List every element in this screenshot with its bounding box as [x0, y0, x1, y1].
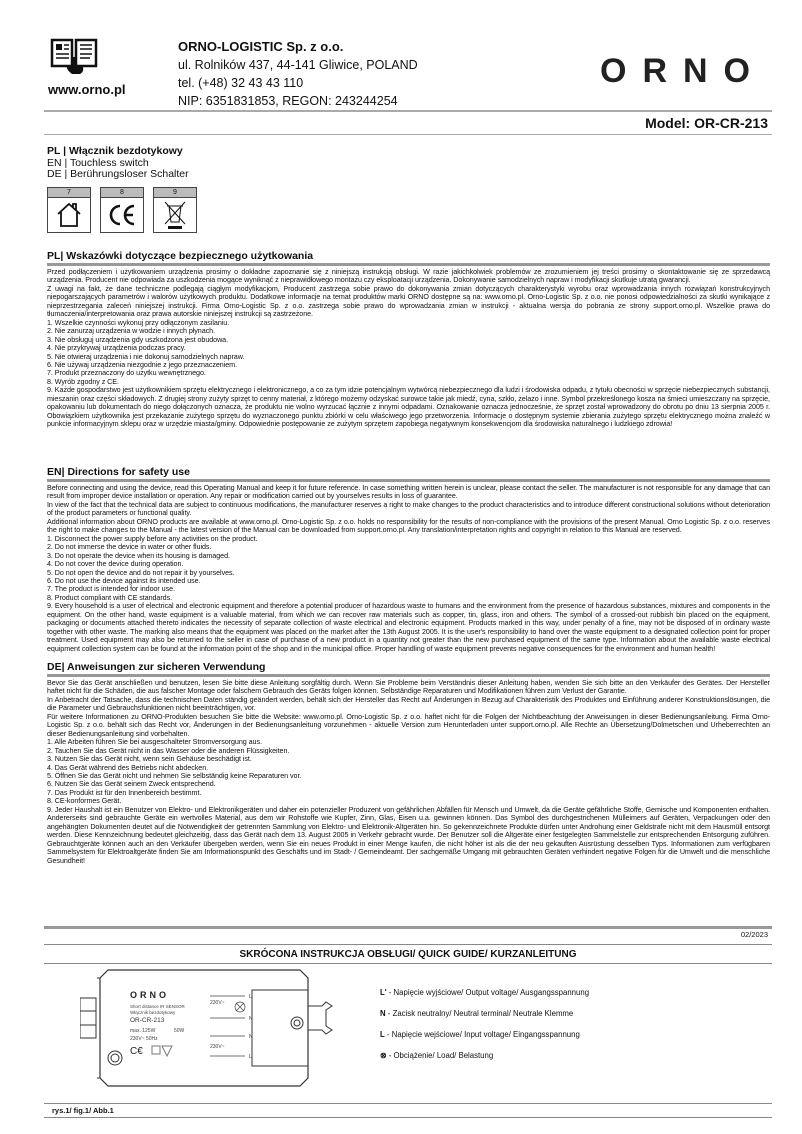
- section-en: [47, 466, 770, 653]
- model-label: Model: OR-CR-213: [645, 115, 768, 131]
- divider: [44, 134, 772, 135]
- paragraph: 8. Wyrób zgodny z CE.: [47, 377, 119, 386]
- paragraph: Bevor Sie das Gerät anschließen und benutzen, lesen Sie bitte diese Anleitung sorgfältig durch. Wenn Sie Probleme beim Verständnis dieser Anleitung haben, wenden Sie sich bitte an den Verkäufer des Gerätes. Der Hersteller haftet nicht für die Schäden, die aus falscher Montage oder falschem Gebrauch des Geräts folgen können. Selbständige Reparaturen und Modifikationen führen zum Verlust der Garantie.: [47, 679, 770, 696]
- symbol-box: [153, 187, 197, 233]
- legend-text: - Zacisk neutralny/ Neutral terminal/ Neutrale Klemme: [385, 1009, 574, 1018]
- paragraph: 5. Nie otwieraj urządzenia i nie dokonuj samodzielnych napraw.: [47, 352, 245, 361]
- manual-book-icon: [50, 36, 98, 79]
- device-supply: 230V~ 50Hz: [130, 1036, 158, 1042]
- section-heading: EN| Directions for safety use: [47, 466, 770, 482]
- title-pl: PL | Włącznik bezdotykowy: [47, 145, 183, 157]
- device-model: OR-CR-213: [130, 1017, 165, 1024]
- legend-text: - Napięcie wejściowe/ Input voltage/ Eingangsspannung: [384, 1030, 580, 1039]
- terminal-label: N: [249, 1034, 253, 1040]
- paragraph: 9. Every household is a user of electrical and electronic equipment and therefore a potential producer of hazardous waste to humans and the environment from the presence of hazardous substances, mixtures and components in the equipment. On the other hand, waste equipment is a valuable material, from which we can recover raw materials such as copper, tin, glass, iron and others. The symbol of a crossed-out rubbish bin placed on the equipment, packaging or documents attached thereto indicates the necessity of separate collection of waste electrical and electronic equipment. Products marked in this way, under penalty of a fine, may not be disposed of in ordinary waste together with other waste. The marking also means that the equipment was placed on the market after the 13th August 2005. It is the user's responsibility to hand over the waste equipment to a designated collection point for proper treatment. Used equipment may also be returned to the seller in case of purchase of a new product in a quantity not greater than the new purchased equipment of the same type. Information about the available waste electrical equipment collection system can be found at the information point of the shop and in the municipal office. Proper handling of waste equipment prevents negative consequences for the environment and human health!: [47, 602, 770, 653]
- symbol-icons: [47, 187, 197, 233]
- paragraph: In Anbetracht der Tatsache, dass die technischen Daten ständig geändert werden, behält sich der Hersteller das Recht auf Änderungen in Bezug auf Charakteristik des Produktes und Einführung anderer Konstruktionslösungen, die die Parameter und Gebrauchsfunktionen nicht beeinträchtigen, vor.: [47, 695, 770, 713]
- symbol-box: [100, 187, 144, 233]
- section-heading: PL| Wskazówki dotyczące bezpiecznego użytkowania: [47, 250, 770, 266]
- revision-date: 02/2023: [740, 930, 768, 939]
- paragraph: 7. Produkt przeznaczony do użytku wewnętrznego.: [47, 369, 206, 378]
- paragraph: Z uwagi na fakt, że dane techniczne podlegają ciągłym modyfikacjom, Producent zastrzega sobie prawo do dokonywania zmian dotyczących charakterystyki wyrobu oraz wprowadzania innych rozwiązań konstrukcyjnych niepogarszających parametrów i walorów użytkowych produktu. Dodatkowe informacje na temat produktów marki ORNO dostępne są na: www.orno.pl. Orno-Logistic Sp. z o.o. nie ponosi odpowiedzialności za skutki wynikające z nieprzestrzegania zaleceń niniejszej instrukcji. Firma Orno-Logistic Sp. z o.o. zastrzega sobie prawo do wprowadzania zmian w instrukcji - aktualna wersja do pobrania ze strony support.orno.pl. Wszelkie prawa do tłumaczenia/interpretowania oraz prawa autorskie niniejszej instrukcji są zastrzeżone.: [47, 284, 770, 319]
- legend-key: L': [380, 988, 387, 997]
- company-address: ul. Rolników 437, 44-141 Gliwice, POLAND: [178, 58, 418, 72]
- paragraph: 4. Do not cover the device during operation.: [47, 560, 184, 569]
- paragraph: 5. Öffnen Sie das Gerät nicht und nehmen Sie selbständig keine Reparaturen vor.: [47, 771, 302, 780]
- legend-item: [380, 982, 589, 1003]
- symbol-box: [47, 187, 91, 233]
- output-voltage: 230V~: [210, 1000, 225, 1006]
- paragraph: 7. The product is intended for indoor use.: [47, 585, 175, 594]
- paragraph: In view of the fact that the technical data are subject to continuous modifications, the manufacturer reserves a right to make changes to the product characteristics and to introduce different constructional solutions without deterioration of the product parameters or functional quality.: [47, 500, 770, 518]
- quick-guide-title: SKRÓCONA INSTRUKCJA OBSŁUGI/ QUICK GUIDE/ KURZANLEITUNG: [44, 944, 772, 964]
- input-voltage: 230V~: [210, 1044, 225, 1050]
- terminal-label: L: [249, 1054, 252, 1060]
- symbol-number: 8: [101, 188, 143, 198]
- device-max: max. 125W: [130, 1028, 156, 1034]
- device-diagram: [80, 968, 360, 1098]
- paragraph: 2. Do not immerse the device in water or other fluids.: [47, 543, 212, 552]
- terminal-legend: [380, 982, 589, 1066]
- paragraph: Przed podłączeniem i użytkowaniem urządzenia prosimy o dokładne zapoznanie się z niniejszą instrukcją obsługi. W razie jakichkolwiek problemów ze zrozumieniem jej treści prosimy o skontaktowanie się ze sprzedawcą urządzenia. Producent nie odpowiada za uszkodzenia mogące wyniknąć z nieprawidłowego montażu czy eksploatacji urządzenia. Dokonywanie samodzielnych napraw i modyfikacji skutkuje utratą gwarancji.: [47, 268, 770, 285]
- paragraph: 6. Do not use the device against its intended use.: [47, 576, 201, 585]
- legend-item: [380, 1024, 589, 1045]
- legend-text: - Napięcie wyjściowe/ Output voltage/ Ausgangsspannung: [386, 988, 590, 997]
- company-phone: tel. (+48) 32 43 43 110: [178, 76, 304, 90]
- svg-text:C€: C€: [130, 1046, 143, 1057]
- paragraph: 6. Nie używaj urządzenia niezgodnie z jego przeznaczeniem.: [47, 360, 238, 369]
- section-pl: [47, 250, 770, 429]
- device-brand: ORNO: [130, 990, 169, 1000]
- symbol-number: 9: [154, 188, 196, 198]
- legend-key: L: [380, 1030, 385, 1039]
- website-url: www.orno.pl: [48, 82, 126, 97]
- paragraph: 9. Każde gospodarstwo jest użytkownikiem sprzętu elektrycznego i elektronicznego, a co za tym idzie potencjalnym wytwórcą niebezpiecznego dla ludzi i środowiska odpadu, z tytułu obecności w sprzęcie niebezpiecznych substancji, mieszanin oraz części składowych. Z drugiej strony zużyty sprzęt to cenny materiał, z którego możemy odzyskać surowce takie jak miedź, cyna, szkło, żelazo i inne. Symbol przekreślonego kosza na śmieci umieszczany na sprzęcie, opakowaniu lub dokumentach do niego dołączonych oznacza, że produktu nie wolno wyrzucać łącznie z innymi odpadami. Oznakowanie oznacza jednocześnie, że sprzęt został wprowadzony do obrotu po dniu 13 sierpnia 2005 r. Obowiązkiem użytkownika jest przekazanie zużytego sprzętu do wyznaczonego punktu zbiórki w celu właściwego jego przetworzenia. Informacje o dostępnym systemie zbierania zużytego sprzętu elektrycznego można znaleźć w punkcie informacyjnym sklepu oraz w urzędzie miasta/gminy. Odpowiednie postępowanie ze zużytym sprzętem zapobiega negatywnym konsekwencjom dla środowiska naturalnego i ludzkiego zdrowia!: [47, 386, 770, 429]
- paragraph: 1. Disconnect the power supply before any activities on the product.: [47, 534, 258, 543]
- product-titles: [47, 146, 189, 181]
- paragraph: 8. Product compliant with CE standards.: [47, 593, 173, 602]
- paragraph: 2. Tauchen Sie das Gerät nicht in das Wasser oder die anderen Flüssigkeiten.: [47, 746, 290, 755]
- company-info: [178, 38, 418, 110]
- paragraph: 3. Nutzen Sie das Gerät nicht, wenn sein Gehäuse beschädigt ist.: [47, 755, 252, 764]
- paragraph: 6. Nutzen Sie das Gerät seinem Zweck entsprechend.: [47, 780, 216, 789]
- legend-key: ⊗: [380, 1051, 387, 1060]
- title-de: DE | Berührungsloser Schalter: [47, 168, 189, 180]
- ce-mark-icon: [101, 198, 143, 232]
- paragraph: Before connecting and using the device, read this Operating Manual and keep it for future reference. In case something written herein is unclear, please contact the seller. The manufacturer is not responsible for any damage that can result from improper device installation or operation. Any repair or modification carried out by yourselves results in loss of guarantee.: [47, 484, 770, 501]
- title-en: EN | Touchless switch: [47, 156, 149, 169]
- section-heading: DE| Anweisungen zur sicheren Verwendung: [47, 661, 770, 677]
- paragraph: 1. Wszelkie czynności wykonuj przy odłączonym zasilaniu.: [47, 318, 230, 327]
- paragraph: Additional information about ORNO products are available at www.orno.pl. Orno-Logistic Sp. z o.o. holds no responsibility for the results of non-compliance with the provisions of the present Manual. Orno Logistic Sp. z o.o. reserves the right to make changes to the Manual - the latest version of the Manual can be downloaded from support.orno.pl. Any translation/interpretation rights and copyright in relation to this Manual are reserved.: [47, 517, 770, 535]
- paragraph: 8. CE-konformes Gerät.: [47, 797, 122, 806]
- paragraph: 3. Nie obsługuj urządzenia gdy uszkodzona jest obudowa.: [47, 335, 229, 344]
- terminal-label: N: [249, 1016, 253, 1022]
- brand-logo: ORNO: [600, 52, 766, 90]
- legend-key: N: [380, 1009, 386, 1018]
- device-line1: Short distance IR SENSOR: [130, 1004, 185, 1009]
- divider: [44, 110, 772, 112]
- section-de: [47, 661, 770, 865]
- paragraph: 1. Alle Arbeiten führen Sie bei ausgeschalteter Stromversorgung aus.: [47, 738, 262, 747]
- weee-bin-icon: [154, 198, 196, 232]
- paragraph: 7. Das Produkt ist für den Innenbereich bestimmt.: [47, 788, 202, 797]
- legend-item: [380, 1003, 589, 1024]
- house-icon: [48, 198, 90, 232]
- paragraph: 2. Nie zanurzaj urządzenia w wodzie i innych płynach.: [47, 327, 216, 336]
- terminal-label: L': [249, 994, 253, 1000]
- paragraph: Für weitere Informationen zu ORNO-Produkten besuchen Sie bitte die Website: www.orno.pl. Orno-Logistic Sp. z o.o. haftet nicht für die Folgen der Nichtbeachtung der Anweisungen in dieser Bedienungsanleitung. Firma Orno-Logistic Sp. z o.o. behält sich das Recht vor, Änderungen in der Bedienungsanleitung vorzunehmen - aktuelle Version zum Herunterladen unter support.orno.pl. Alle Rechte an Übersetzung/Dolmetschen und Urheberrechten an dieser Bedienungsanleitung sind vorbehalten.: [47, 712, 770, 738]
- paragraph: 9. Jeder Haushalt ist ein Benutzer von Elektro- und Elektronikgeräten und daher ein potenzieller Produzent von gefährlichen Abfällen für Mensch und Umwelt, da die Geräte gefährliche Stoffe, Gemische und Komponenten enthalten. Andererseits sind gebrauchte Geräte ein wertvolles Material, aus dem wir Rohstoffe wie Kupfer, Zinn, Glas, Eisen u.a. gewinnen können. Das Symbol des durchgestrichenen Mülleimers auf Geräten, Verpackungen oder den angehängten Dokumenten deutet auf die Notwendigkeit der getrennten Sammlung von Elektro- und Elektronik-Altgeräten hin. So gekennzeichnete Produkte dürfen unter Androhung einer Geldstrafe nicht mit dem Hausmüll entsorgt werden. Diese Kennzeichnung bedeutet gleichzeitig, dass das Gerät nach dem 13. August 2005 in Verkehr gebracht wurde. Der Benutzer soll die Altgeräte einer festgelegten Sammelstelle zur entsprechenden Entsorgung zuführen. Gebrauchtgeräte können auch an den Verkäufer übergeben werden, wenn Sie ein neues Produkt in einer Menge kaufen, die nicht höher ist als die der neu gekauften Ausrüstung desselben Typs. Informationen zum verfügbaren Sammelsystem für Elektroaltgeräte finden Sie am Informationspunkt des Geschäfts und im Stadt- / Gemeindeamt. Der sachgemäße Umgang mit gebrauchten Geräten verhindert negative Folgen für die Umwelt und die menschliche Gesundheit!: [47, 805, 770, 865]
- company-nip: NIP: 6351831853, REGON: 243244254: [178, 94, 398, 108]
- paragraph: 4. Das Gerät während des Betriebs nicht abdecken.: [47, 763, 209, 772]
- divider: [44, 926, 772, 929]
- legend-item: [380, 1045, 589, 1066]
- paragraph: 3. Do not operate the device when its housing is damaged.: [47, 551, 230, 560]
- paragraph: 4. Nie przykrywaj urządzenia podczas pracy.: [47, 344, 186, 353]
- device-line2: Włącznik bezdotykowy: [130, 1010, 176, 1015]
- device-max-led: 50W: [174, 1028, 185, 1034]
- paragraph: 5. Do not open the device and do not repair it by yourselves.: [47, 568, 235, 577]
- symbol-number: 7: [48, 188, 90, 198]
- figure-caption: rys.1/ fig.1/ Abb.1: [44, 1103, 772, 1118]
- legend-text: - Obciążenie/ Load/ Belastung: [386, 1051, 494, 1060]
- company-name: ORNO-LOGISTIC Sp. z o.o.: [178, 39, 344, 54]
